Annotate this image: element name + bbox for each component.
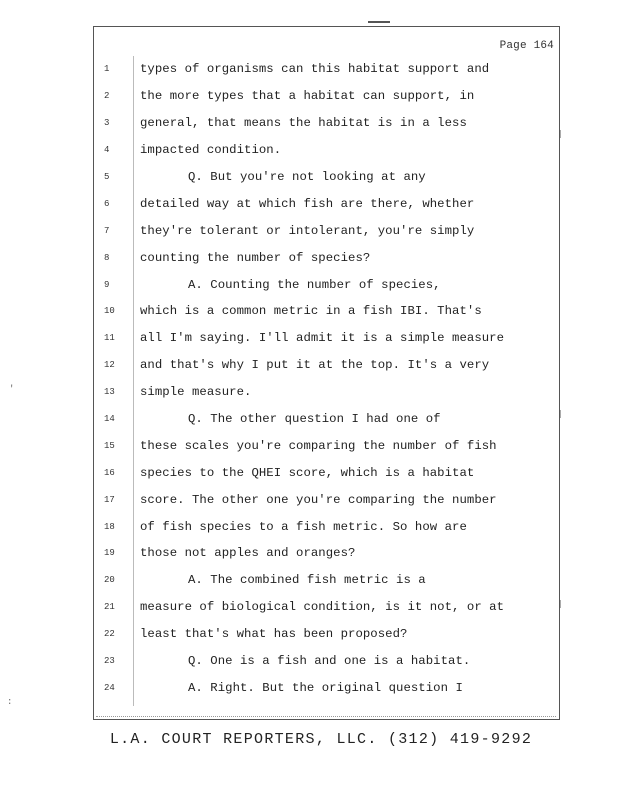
transcript-line xyxy=(100,621,558,648)
line-text: types of organisms can this habitat support and xyxy=(140,62,490,77)
transcript-lines xyxy=(100,56,558,701)
line-number: 3 xyxy=(104,118,110,129)
line-number: 24 xyxy=(104,682,115,693)
court-reporter-footer: L.A. COURT REPORTERS, LLC. (312) 419-9292 xyxy=(109,731,533,748)
line-number: 22 xyxy=(104,629,115,640)
transcript-line xyxy=(100,190,558,217)
line-text: counting the number of species? xyxy=(140,250,371,265)
transcript-line xyxy=(100,540,558,567)
line-number: 4 xyxy=(104,145,110,156)
line-number: 16 xyxy=(104,467,115,478)
transcript-line xyxy=(100,432,558,459)
line-text: measure of biological condition, is it not, or at xyxy=(140,600,505,615)
transcript-line xyxy=(100,56,558,83)
transcript-line xyxy=(100,594,558,621)
transcript-line xyxy=(100,298,558,325)
line-number: 17 xyxy=(104,494,115,505)
scan-top-mark xyxy=(368,21,390,23)
line-text: Q. The other question I had one of xyxy=(188,412,441,427)
line-number: 18 xyxy=(104,521,115,532)
line-number: 21 xyxy=(104,602,115,613)
edge-scan-mark: : xyxy=(7,697,13,707)
line-text: and that's why I put it at the top. It's a very xyxy=(140,358,490,373)
transcript-line xyxy=(100,164,558,191)
line-number: 10 xyxy=(104,306,115,317)
edge-scan-mark: ' xyxy=(9,384,15,394)
transcript-line xyxy=(100,217,558,244)
transcript-line xyxy=(100,567,558,594)
line-number: 14 xyxy=(104,414,115,425)
transcript-line xyxy=(100,137,558,164)
line-number: 23 xyxy=(104,656,115,667)
line-text: A. Right. But the original question I xyxy=(188,680,463,695)
transcript-line xyxy=(100,513,558,540)
line-text: which is a common metric in a fish IBI. That's xyxy=(140,304,482,319)
line-number: 2 xyxy=(104,91,110,102)
line-number: 15 xyxy=(104,440,115,451)
transcript-line xyxy=(100,352,558,379)
transcript-line xyxy=(100,486,558,513)
line-text: all I'm saying. I'll admit it is a simple measure xyxy=(140,331,505,346)
transcript-line xyxy=(100,406,558,433)
transcript-line xyxy=(100,674,558,701)
line-number: 9 xyxy=(104,279,110,290)
transcript-line xyxy=(100,244,558,271)
line-number: 13 xyxy=(104,387,115,398)
line-text: A. The combined fish metric is a xyxy=(188,573,426,588)
line-number: 11 xyxy=(104,333,115,344)
line-number: 1 xyxy=(104,64,110,75)
line-number: 8 xyxy=(104,252,110,263)
line-number: 12 xyxy=(104,360,115,371)
transcript-line xyxy=(100,325,558,352)
line-text: they're tolerant or intolerant, you're simply xyxy=(140,223,475,238)
scan-speck xyxy=(560,600,561,608)
line-text: Q. One is a fish and one is a habitat. xyxy=(188,654,471,669)
line-text: those not apples and oranges? xyxy=(140,546,356,561)
line-text: species to the QHEI score, which is a habitat xyxy=(140,465,475,480)
line-text: score. The other one you're comparing the number xyxy=(140,492,497,507)
line-number: 6 xyxy=(104,198,110,209)
line-number: 5 xyxy=(104,172,110,182)
line-text: detailed way at which fish are there, whether xyxy=(140,196,475,211)
page-number: Page 164 xyxy=(499,40,554,52)
line-number: 20 xyxy=(104,575,115,586)
line-text: A. Counting the number of species, xyxy=(188,277,441,292)
scan-noise-line xyxy=(96,716,556,718)
transcript-line xyxy=(100,379,558,406)
transcript-line xyxy=(100,648,558,675)
line-number: 19 xyxy=(104,548,115,559)
line-text: of fish species to a fish metric. So how are xyxy=(140,519,467,534)
scan-speck xyxy=(560,130,561,138)
transcript-line xyxy=(100,83,558,110)
line-text: these scales you're comparing the number of fish xyxy=(140,438,497,453)
line-text: the more types that a habitat can support, in xyxy=(140,89,475,104)
scan-speck xyxy=(560,410,561,418)
transcript-line xyxy=(100,271,558,298)
transcript-line xyxy=(100,459,558,486)
line-text: least that's what has been proposed? xyxy=(140,627,408,642)
line-text: general, that means the habitat is in a less xyxy=(140,116,467,131)
transcript-line xyxy=(100,110,558,137)
line-text: Q. But you're not looking at any xyxy=(188,170,426,184)
line-text: simple measure. xyxy=(140,385,252,400)
line-text: impacted condition. xyxy=(140,143,282,158)
line-number: 7 xyxy=(104,225,110,236)
